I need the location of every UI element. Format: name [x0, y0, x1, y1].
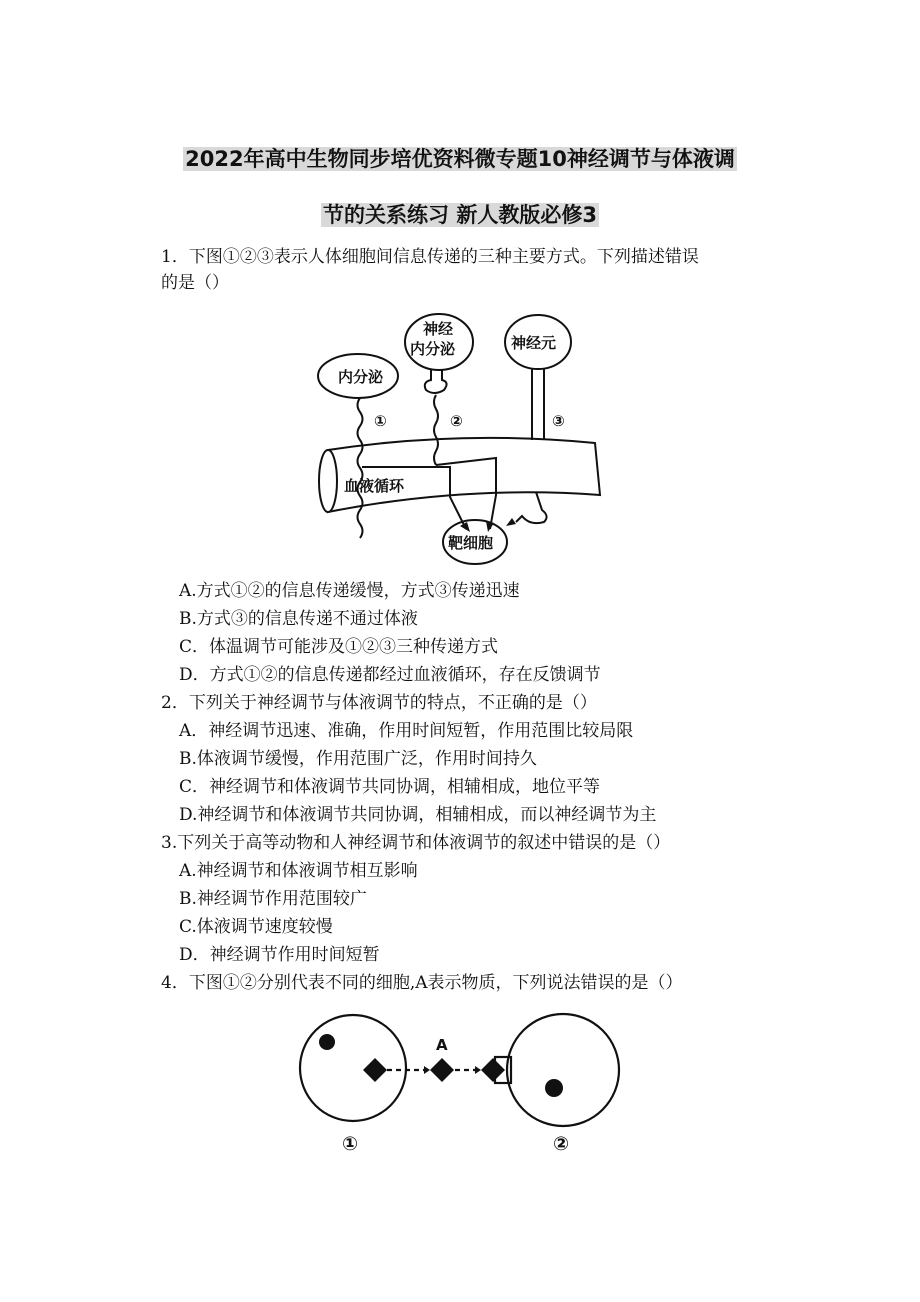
- arrowhead-3: [506, 518, 516, 526]
- marker-2: ②: [450, 412, 463, 430]
- arrowhead-1: [460, 522, 470, 532]
- question-1-option-d: D．方式①②的信息传递都经过血液循环，存在反馈调节: [179, 665, 601, 685]
- label-neuroendocrine-top: 神经: [423, 320, 454, 338]
- label-neuron: 神经元: [511, 334, 557, 352]
- question-3-stem: 3.下列关于高等动物和人神经调节和体液调节的叙述中错误的是（）: [161, 833, 671, 853]
- question-3-option-a: A.神经调节和体液调节相互影响: [179, 861, 418, 881]
- blood-vessel-tube: [328, 438, 600, 512]
- question-4-stem: 4．下图①②分别代表不同的细胞,A表示物质，下列说法错误的是（）: [161, 973, 683, 993]
- nucleus-1: [319, 1034, 335, 1050]
- document-title-line-1: 2022年高中生物同步培优资料微专题10神经调节与体液调: [185, 147, 735, 171]
- label-blood-circulation: 血液循环: [344, 477, 405, 495]
- question-1-option-c: C．体温调节可能涉及①②③三种传递方式: [179, 637, 499, 657]
- question-2-option-c: C．神经调节和体液调节共同协调，相辅相成，地位平等: [179, 777, 601, 797]
- blood-vessel-end: [319, 450, 337, 512]
- molecule-secreted: [363, 1058, 387, 1082]
- question-3-option-c: C.体液调节速度较慢: [179, 917, 333, 937]
- label-endocrine: 内分泌: [338, 368, 384, 386]
- question-3-option-b: B.神经调节作用范围较广: [179, 889, 367, 909]
- document-title-line-2: 节的关系练习 新人教版必修3: [323, 203, 597, 227]
- question-1-option-b: B.方式③的信息传递不通过体液: [179, 609, 418, 629]
- label-a: A: [436, 1036, 448, 1054]
- nucleus-2: [545, 1079, 563, 1097]
- molecule-bound: [481, 1058, 505, 1082]
- cell-2: [507, 1014, 619, 1126]
- marker-3: ③: [552, 412, 565, 430]
- cell-1: [300, 1015, 406, 1121]
- cell-signaling-diagram: [295, 1010, 625, 1160]
- question-2-option-a: A．神经调节迅速、准确，作用时间短暂，作用范围比较局限: [179, 721, 634, 741]
- label-neuroendocrine-bottom: 内分泌: [410, 340, 456, 358]
- marker-1: ①: [374, 412, 387, 430]
- label-cell-2: ②: [553, 1133, 570, 1155]
- molecule-a: [430, 1058, 454, 1082]
- label-target-cell: 靶细胞: [448, 534, 494, 552]
- question-2-option-b: B.体液调节缓慢，作用范围广泛，作用时间持久: [179, 749, 537, 769]
- label-cell-1: ①: [342, 1133, 359, 1155]
- question-1-option-a: A.方式①②的信息传递缓慢，方式③传递迅速: [179, 581, 520, 601]
- question-1-stem-continued: 的是（）: [161, 273, 229, 293]
- question-2-stem: 2．下列关于神经调节与体液调节的特点，不正确的是（）: [161, 693, 597, 713]
- signal-transmission-diagram: [300, 300, 620, 575]
- question-3-option-d: D．神经调节作用时间短暂: [179, 945, 380, 965]
- question-2-option-d: D.神经调节和体液调节共同协调，相辅相成，而以神经调节为主: [179, 805, 657, 825]
- question-1-stem: 1．下图①②③表示人体细胞间信息传递的三种主要方式。下列描述错误: [161, 247, 699, 267]
